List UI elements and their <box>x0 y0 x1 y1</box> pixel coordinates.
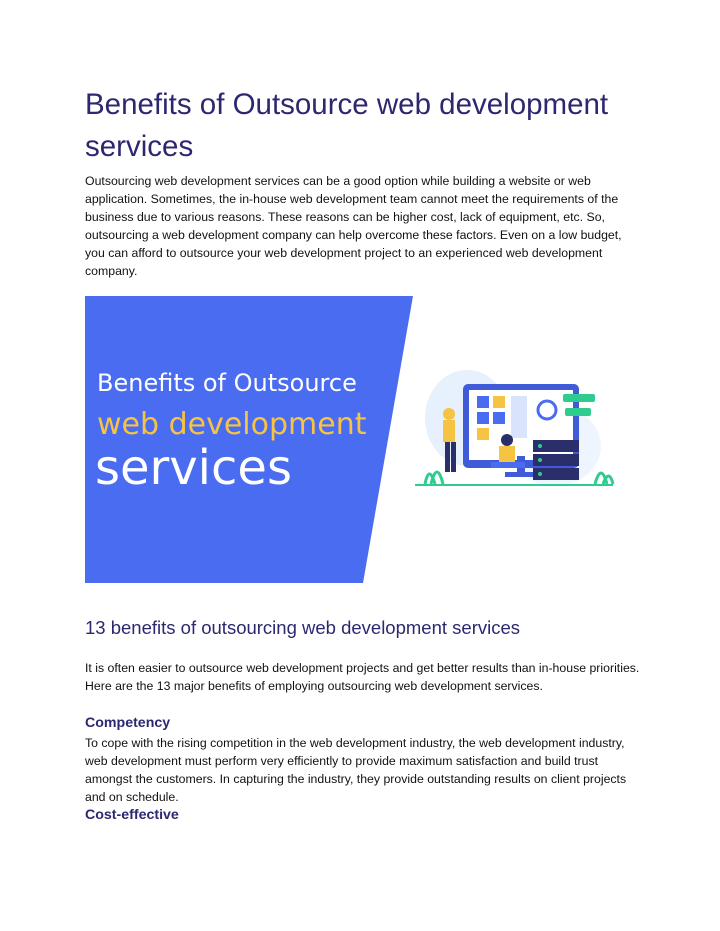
benefit-paragraph: To cope with the rising competition in the web development industry, the web development industry, web development must perform very efficiently to provide maximum satisfaction and build trust amongst the customers. In capturing the industry, they provide outstanding results on client projects and on schedule. <box>85 736 627 804</box>
banner-graphic <box>85 296 635 583</box>
section-intro-paragraph: It is often easier to outsource web development projects and get better results than in-house priorities. Here are the 13 major benefits of employing outsourcing web development services. <box>85 661 640 693</box>
benefit-heading: Competency <box>85 715 171 731</box>
page-title: Benefits of Outsource web development services <box>85 88 609 163</box>
intro-paragraph: Outsourcing web development services can be a good option while building a website or web application. Sometimes, the in-house web development team cannot meet the requirements of the business due to various reasons. These reasons can be higher cost, lack of equipment, etc. So, outsourcing a web development company can help overcome these factors. Even on a low budget, you can afford to outsource your web development project to an experienced web development company. <box>85 174 622 278</box>
benefit-heading: Cost-effective <box>85 807 179 823</box>
section-heading: 13 benefits of outsourcing web development services <box>85 617 521 638</box>
banner-line-3: services <box>95 440 292 496</box>
banner-line-2: web development <box>97 407 367 442</box>
banner-image <box>85 296 635 583</box>
banner-line-1: Benefits of Outsource <box>97 369 357 397</box>
